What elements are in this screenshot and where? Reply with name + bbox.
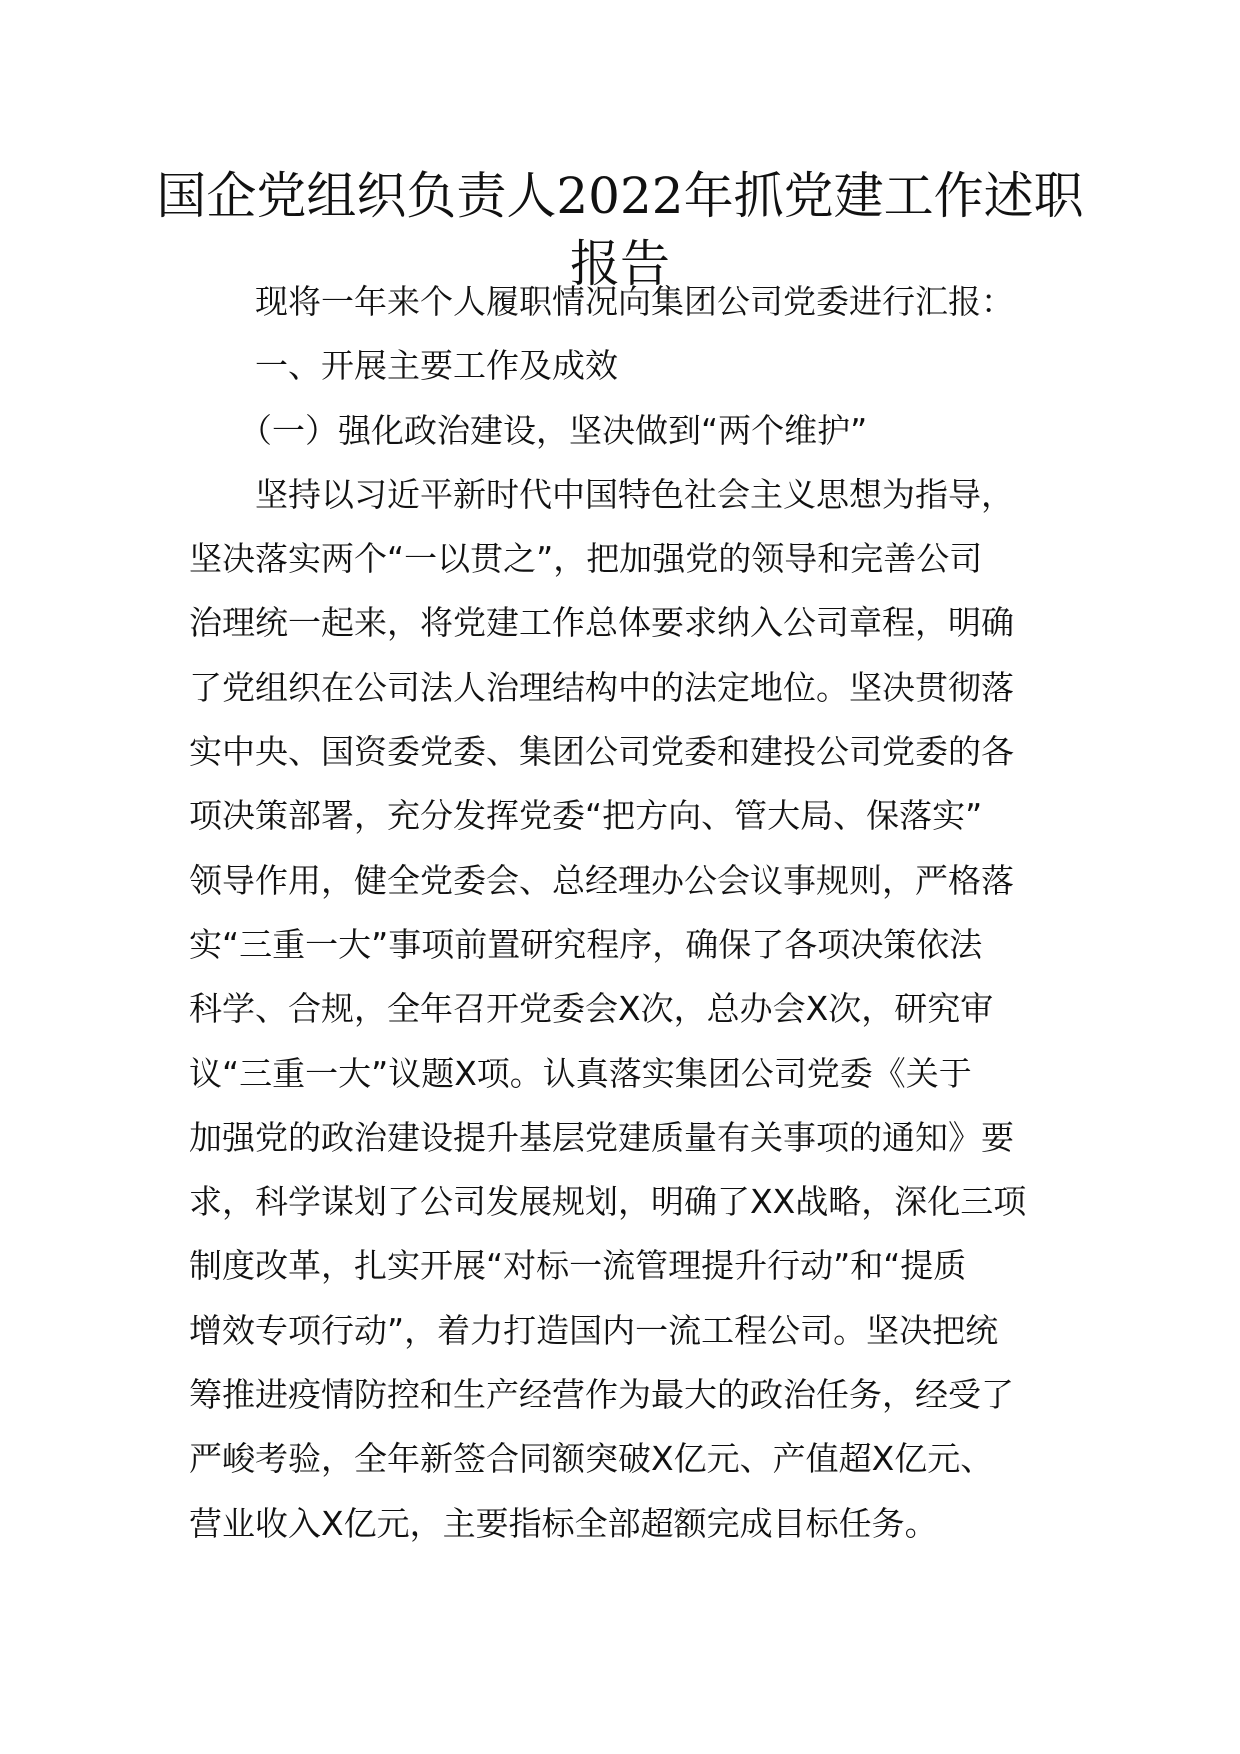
paragraph-line: 增效专项行动”，着力打造国内一流工程公司。坚决把统 <box>189 1310 999 1350</box>
paragraph-line: 领导作用，健全党委会、总经理办公会议事规则，严格落 <box>189 860 1014 900</box>
paragraph-line: 筹推进疫情防控和生产经营作为最大的政治任务，经受了 <box>189 1375 1014 1415</box>
paragraph-line: 坚持以习近平新时代中国特色社会主义思想为指导， <box>255 474 1014 514</box>
paragraph-line: 实中央、国资委党委、集团公司党委和建投公司党委的各 <box>189 732 1014 772</box>
body-paragraph <box>189 463 1064 1556</box>
paragraph-line: 项决策部署，充分发挥党委“把方向、管大局、保落实” <box>189 796 983 836</box>
paragraph-line: 严峻考验，全年新签合同额突破X亿元、产值超X亿元、 <box>189 1439 994 1479</box>
document-body <box>189 270 1064 1556</box>
paragraph-line: 求，科学谋划了公司发展规划，明确了XX战略，深化三项 <box>189 1182 1027 1222</box>
paragraph-line: 了党组织在公司法人治理结构中的法定地位。坚决贯彻落 <box>189 667 1014 707</box>
paragraph-line: 治理统一起来，将党建工作总体要求纳入公司章程，明确 <box>189 603 1014 643</box>
paragraph-line: 实“三重一大”事项前置研究程序，确保了各项决策依法 <box>189 924 983 964</box>
paragraph-line: 营业收入X亿元，主要指标全部超额完成目标任务。 <box>189 1503 938 1543</box>
paragraph-line: 加强党的政治建设提升基层党建质量有关事项的通知》要 <box>189 1117 1014 1157</box>
subsection-heading: （一）强化政治建设，坚决做到“两个维护” <box>239 410 868 450</box>
title-line-1: 国企党组织负责人2022年抓党建工作述职 <box>156 167 1084 225</box>
title-line-2: 报告 <box>570 235 670 293</box>
section-heading: 一、开展主要工作及成效 <box>255 346 618 386</box>
paragraph-line: 坚决落实两个“一以贯之”，把加强党的领导和完善公司 <box>189 539 983 579</box>
intro-text: 现将一年来个人履职情况向集团公司党委进行汇报： <box>255 282 1014 321</box>
paragraph-line: 科学、合规，全年召开党委会X次，总办会X次，研究审 <box>189 989 994 1029</box>
paragraph-line: 议“三重一大”议题X项。认真落实集团公司党委《关于 <box>189 1053 972 1093</box>
paragraph-line: 制度改革，扎实开展“对标一流管理提升行动”和“提质 <box>189 1246 967 1286</box>
